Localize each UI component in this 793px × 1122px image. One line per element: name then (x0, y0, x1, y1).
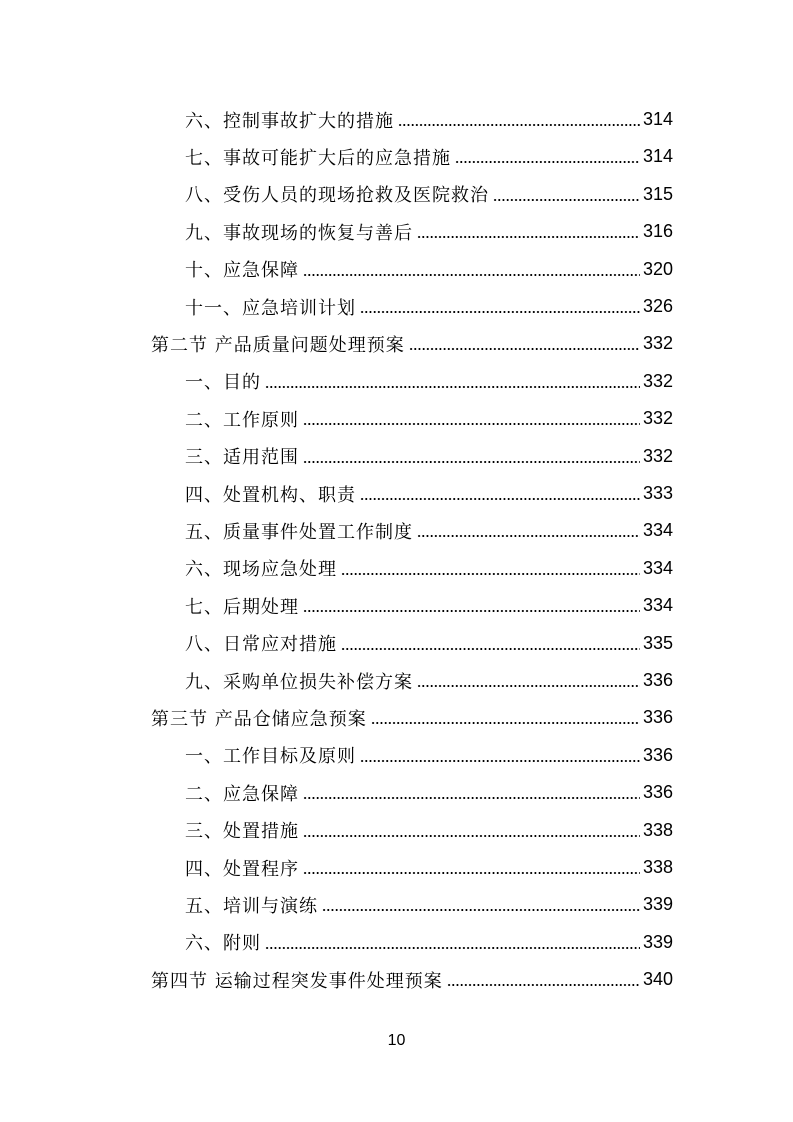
toc-dot-leader (265, 946, 640, 950)
toc-entry-page: 336 (642, 670, 673, 690)
toc-entry-page: 315 (642, 183, 673, 204)
toc-entry-title: 一、工作目标及原则 (185, 746, 356, 768)
toc-entry-title: 五、质量事件处置工作制度 (185, 521, 413, 543)
toc-entry-title: 三、适用范围 (185, 447, 299, 469)
toc-entry-page: 332 (642, 408, 673, 429)
toc-entry-page: 334 (642, 520, 673, 541)
toc-entry[interactable] (185, 101, 673, 138)
toc-dot-leader (417, 235, 640, 239)
toc-entry[interactable] (185, 288, 673, 325)
toc-section-entry[interactable] (151, 699, 673, 736)
toc-entry-title: 九、采购单位损失补偿方案 (185, 671, 413, 693)
toc-entry[interactable] (185, 138, 673, 175)
toc-entry[interactable] (185, 587, 673, 624)
toc-entry-title: 六、控制事故扩大的措施 (185, 110, 394, 132)
toc-entry-title: 四、处置程序 (185, 858, 299, 880)
toc-entry-page: 326 (642, 296, 673, 316)
toc-section-entry[interactable] (151, 961, 673, 998)
toc-entry-page: 338 (642, 857, 673, 877)
toc-entry-title: 十、应急保障 (185, 260, 299, 282)
toc-dot-leader (371, 721, 640, 725)
toc-entry-page: 316 (642, 221, 673, 242)
toc-entry-title: 七、后期处理 (185, 596, 299, 618)
toc-dot-leader (303, 871, 640, 875)
toc-entry-page: 335 (642, 632, 673, 653)
toc-dot-leader (303, 422, 640, 426)
toc-entry-page: 340 (642, 969, 673, 990)
toc-entry[interactable] (185, 924, 673, 961)
toc-dot-leader (360, 497, 640, 501)
toc-entry-page: 332 (642, 370, 673, 391)
toc-entry[interactable] (185, 438, 673, 475)
toc-entry-page: 334 (642, 557, 673, 578)
toc-entry[interactable] (185, 812, 673, 849)
toc-entry-page: 333 (642, 483, 673, 503)
toc-entry-page: 320 (642, 258, 673, 279)
toc-entry[interactable] (185, 363, 673, 400)
toc-entry[interactable] (185, 550, 673, 587)
toc-entry-title: 六、附则 (185, 933, 261, 955)
toc-section-entry[interactable] (151, 325, 673, 362)
toc-entry[interactable] (185, 774, 673, 811)
toc-dot-leader (322, 908, 640, 912)
toc-dot-leader (303, 609, 640, 613)
toc-dot-leader (265, 385, 640, 389)
toc-dot-leader (417, 534, 640, 538)
toc-entry[interactable] (185, 475, 673, 512)
toc-entry-title: 五、培训与演练 (185, 895, 318, 917)
toc-entry-page: 334 (642, 595, 673, 616)
toc-entry-page: 339 (642, 931, 673, 952)
toc-entry-page: 314 (642, 146, 673, 167)
page-number: 10 (387, 1032, 406, 1049)
toc-dot-leader (360, 759, 640, 763)
toc-entry-title: 八、日常应对措施 (185, 634, 337, 656)
toc-entry-page: 336 (642, 744, 673, 765)
toc-dot-leader (341, 572, 640, 576)
toc-dot-leader (455, 160, 640, 164)
toc-dot-leader (303, 273, 640, 277)
toc-entry[interactable] (185, 213, 673, 250)
toc-entry-page: 339 (642, 894, 673, 915)
toc-dot-leader (398, 123, 640, 127)
toc-entry-page: 336 (642, 707, 673, 728)
toc-entry-page: 338 (642, 819, 673, 840)
toc-entry-title: 三、处置措施 (185, 821, 299, 843)
toc-entry[interactable] (185, 251, 673, 288)
toc-entry-page: 332 (642, 333, 673, 354)
toc-entry-title: 二、应急保障 (185, 783, 299, 805)
toc-dot-leader (360, 310, 640, 314)
toc-entry[interactable] (185, 662, 673, 699)
toc-entry-title: 一、目的 (185, 372, 261, 394)
toc-dot-leader (409, 347, 640, 351)
toc-entry-title: 七、事故可能扩大后的应急措施 (185, 147, 451, 169)
toc-entry-title: 八、受伤人员的现场抢救及医院救治 (185, 185, 489, 207)
toc-entry[interactable] (185, 625, 673, 662)
toc-entry[interactable] (185, 849, 673, 886)
toc-dot-leader (493, 198, 640, 202)
toc-entry[interactable] (185, 512, 673, 549)
toc-entry-page: 336 (642, 782, 673, 803)
toc-entry-page: 332 (642, 445, 673, 466)
toc-entry-title: 第三节 产品仓储应急预案 (151, 708, 367, 730)
toc-entry-title: 第四节 运输过程突发事件处理预案 (151, 970, 443, 992)
toc-dot-leader (417, 684, 640, 688)
toc-entry[interactable] (185, 176, 673, 213)
toc-entry-title: 六、现场应急处理 (185, 559, 337, 581)
toc-dot-leader (303, 460, 640, 464)
toc-dot-leader (341, 647, 640, 651)
toc-entry-title: 二、工作原则 (185, 409, 299, 431)
toc-entry[interactable] (185, 400, 673, 437)
toc-entry-title: 四、处置机构、职责 (185, 484, 356, 506)
toc-entry-title: 九、事故现场的恢复与善后 (185, 222, 413, 244)
toc-dot-leader (303, 796, 640, 800)
toc-entry-page: 314 (642, 109, 673, 129)
toc-dot-leader (303, 834, 640, 838)
toc-entry-title: 第二节 产品质量问题处理预案 (151, 334, 405, 356)
toc-entry[interactable] (185, 886, 673, 923)
toc-entry-title: 十一、应急培训计划 (185, 297, 356, 319)
toc-dot-leader (447, 983, 640, 987)
toc-entry[interactable] (185, 737, 673, 774)
